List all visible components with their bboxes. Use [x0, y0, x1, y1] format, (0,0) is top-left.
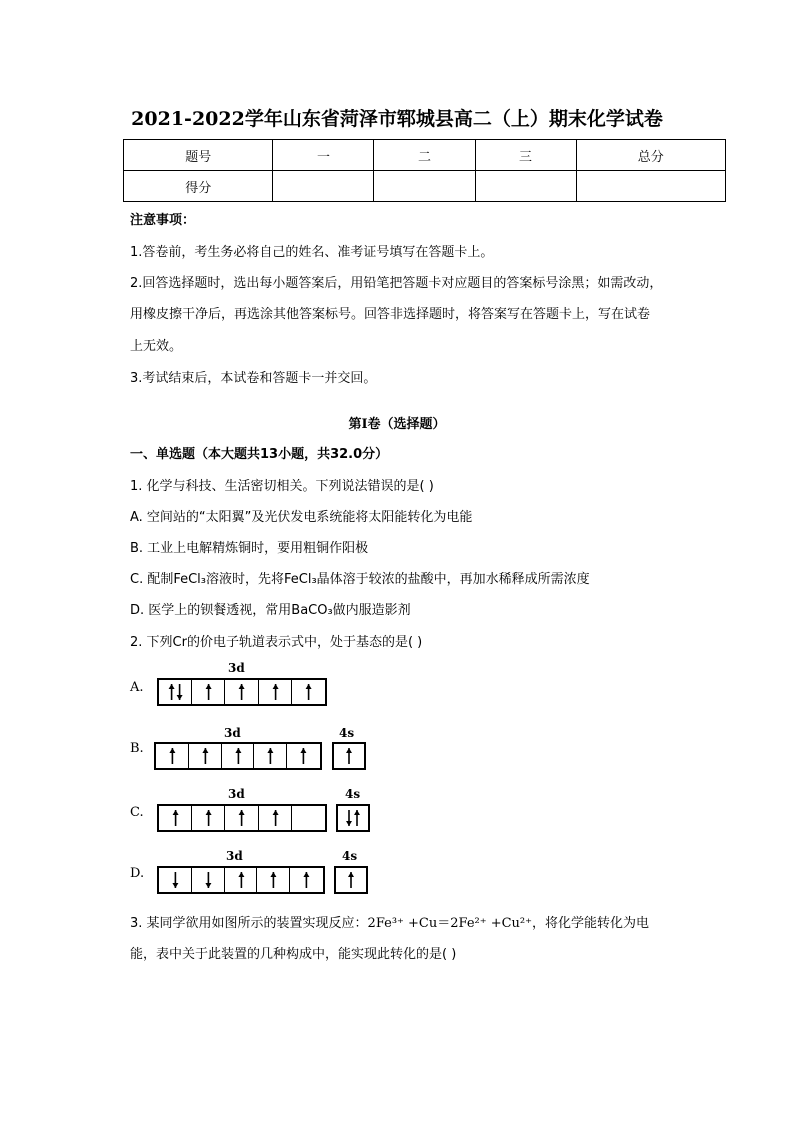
orbital-cell: [338, 806, 368, 830]
electron-arrows: [159, 868, 192, 892]
orbital-cell: [225, 806, 258, 830]
orbital-diagram-3d: [157, 804, 327, 832]
electron-arrows: [257, 868, 290, 892]
orbital-cell: [225, 680, 258, 704]
question-text: 3. 某同学欲用如图所示的装置实现反应：: [130, 916, 368, 931]
arrow-head: [346, 748, 352, 753]
score-input-cell[interactable]: [475, 171, 576, 202]
orbital-diagram-3d: [157, 678, 327, 706]
arrow-head: [173, 810, 179, 815]
arrow-head: [304, 872, 310, 877]
table-cell: 得分: [124, 171, 273, 202]
orbital-cell: [189, 744, 222, 768]
orbital-cell: [259, 806, 292, 830]
orbital-cell: [254, 744, 287, 768]
part-heading: 一、单选题（本大题共13小题，共32.0分）: [130, 447, 389, 462]
arrow-head: [346, 821, 352, 826]
orbital-label-3d: 3d: [224, 726, 241, 740]
orbital-cell: [257, 868, 290, 892]
arrow-head: [239, 810, 245, 815]
notice-item: 3.考试结束后，本试卷和答题卡一并交回。: [130, 371, 377, 386]
table-cell: 三: [475, 140, 576, 171]
arrow-head: [268, 748, 274, 753]
option-letter: B.: [130, 741, 144, 756]
orbital-diagram-4s: [336, 804, 370, 832]
arrow-head: [272, 810, 278, 815]
orbital-diagram-4s: [334, 866, 368, 894]
electron-arrows: [338, 806, 368, 830]
arrow-head: [238, 872, 244, 877]
answer-option: B. 工业上电解精炼铜时，要用粗铜作阳极: [130, 541, 369, 556]
arrow-head: [206, 684, 212, 689]
orbital-cell: [259, 680, 292, 704]
electron-arrows: [225, 680, 258, 704]
arrow-head: [271, 872, 277, 877]
arrow-head: [206, 810, 212, 815]
orbital-diagram-3d: [157, 866, 325, 894]
score-input-cell[interactable]: [273, 171, 374, 202]
orbital-cell: [292, 806, 325, 830]
arrow-head: [172, 883, 178, 888]
orbital-cell: [287, 744, 320, 768]
table-cell: 题号: [124, 140, 273, 171]
orbital-label-4s: 4s: [339, 726, 355, 740]
arrow-head: [235, 748, 241, 753]
arrow-head: [348, 872, 354, 877]
arrow-head: [354, 810, 360, 815]
orbital-cell: [334, 744, 364, 768]
arrow-head: [301, 748, 307, 753]
electron-arrows: [287, 744, 320, 768]
question-stem: 1. 化学与科技、生活密切相关。下列说法错误的是( ): [130, 479, 434, 494]
score-table: [123, 139, 726, 202]
arrow-head: [239, 684, 245, 689]
orbital-cell: [336, 868, 366, 892]
table-cell: 一: [273, 140, 374, 171]
electron-arrows: [290, 868, 323, 892]
option-letter: D.: [130, 866, 145, 881]
electron-arrows: [159, 680, 192, 704]
arrow-head: [205, 883, 211, 888]
question-stem-line: [130, 912, 649, 931]
arrow-head: [272, 684, 278, 689]
orbital-diagram-4s: [332, 742, 366, 770]
section-title: 第I卷（选择题）: [348, 417, 446, 432]
electron-arrows: [292, 680, 325, 704]
electron-arrows: [259, 680, 292, 704]
orbital-cell: [290, 868, 323, 892]
orbital-cell: [225, 868, 258, 892]
electron-arrows: [259, 806, 292, 830]
option-letter: C.: [130, 805, 144, 820]
electron-arrows: [222, 744, 255, 768]
orbital-cell: [192, 806, 225, 830]
orbital-cell: [156, 744, 189, 768]
answer-option: D. 医学上的钡餐透视，常用BaCO₃做内服造影剂: [130, 603, 411, 618]
question-text: ，将化学能转化为电: [532, 916, 650, 931]
orbital-label-3d: 3d: [226, 849, 243, 863]
arrow-head: [169, 684, 175, 689]
orbital-label-4s: 4s: [345, 787, 361, 801]
table-row: [124, 171, 726, 202]
electron-arrows: [192, 868, 225, 892]
answer-option: C. 配制FeCl₃溶液时，先将FeCl₃晶体溶于较浓的盐酸中，再加水稀释成所需浓度: [130, 572, 590, 587]
notice-heading: 注意事项：: [130, 213, 196, 228]
electron-arrows: [192, 806, 225, 830]
arrow-head: [305, 684, 311, 689]
electron-arrows: [192, 680, 225, 704]
orbital-cell: [159, 680, 192, 704]
orbital-cell: [159, 868, 192, 892]
orbital-cell: [222, 744, 255, 768]
electron-arrows: [336, 868, 366, 892]
table-row: [124, 140, 726, 171]
electron-arrows: [292, 806, 325, 830]
orbital-cell: [292, 680, 325, 704]
notice-item: 1.答卷前，考生务必将自己的姓名、准考证号填写在答题卡上。: [130, 245, 494, 260]
notice-item: 2.回答选择题时，选出每小题答案后，用铅笔把答题卡对应题目的答案标号涂黑；如需改动，: [130, 276, 663, 291]
electron-arrows: [225, 806, 258, 830]
electron-arrows: [159, 806, 192, 830]
orbital-label-3d: 3d: [228, 661, 245, 675]
orbital-label-3d: 3d: [228, 787, 245, 801]
reaction-equation: 2Fe³⁺ +Cu＝2Fe²⁺ +Cu²⁺: [367, 916, 533, 931]
electron-arrows: [334, 744, 364, 768]
question-stem: 2. 下列Cr的价电子轨道表示式中，处于基态的是( ): [130, 635, 423, 650]
arrow-head: [202, 748, 208, 753]
electron-arrows: [156, 744, 189, 768]
option-letter: A.: [130, 680, 144, 695]
electron-arrows: [189, 744, 222, 768]
orbital-cell: [192, 680, 225, 704]
notice-item: 上无效。: [130, 339, 183, 354]
orbital-diagram-3d: [154, 742, 322, 770]
orbital-label-4s: 4s: [342, 849, 358, 863]
orbital-cell: [159, 806, 192, 830]
orbital-cell: [192, 868, 225, 892]
question-stem-line: 能，表中关于此装置的几种构成中，能实现此转化的是( ): [130, 947, 457, 962]
arrow-head: [169, 748, 175, 753]
electron-arrows: [254, 744, 287, 768]
table-cell: 二: [374, 140, 475, 171]
score-input-cell[interactable]: [374, 171, 475, 202]
table-cell: 总分: [576, 140, 725, 171]
score-input-cell[interactable]: [576, 171, 725, 202]
page-title: 2021-2022学年山东省菏泽市郓城县高二（上）期末化学试卷: [131, 108, 663, 130]
notice-item: 用橡皮擦干净后，再选涂其他答案标号。回答非选择题时，将答案写在答题卡上，写在试卷: [130, 307, 651, 322]
answer-option: A. 空间站的“太阳翼”及光伏发电系统能将太阳能转化为电能: [130, 510, 473, 525]
electron-arrows: [225, 868, 258, 892]
arrow-head: [177, 695, 183, 700]
